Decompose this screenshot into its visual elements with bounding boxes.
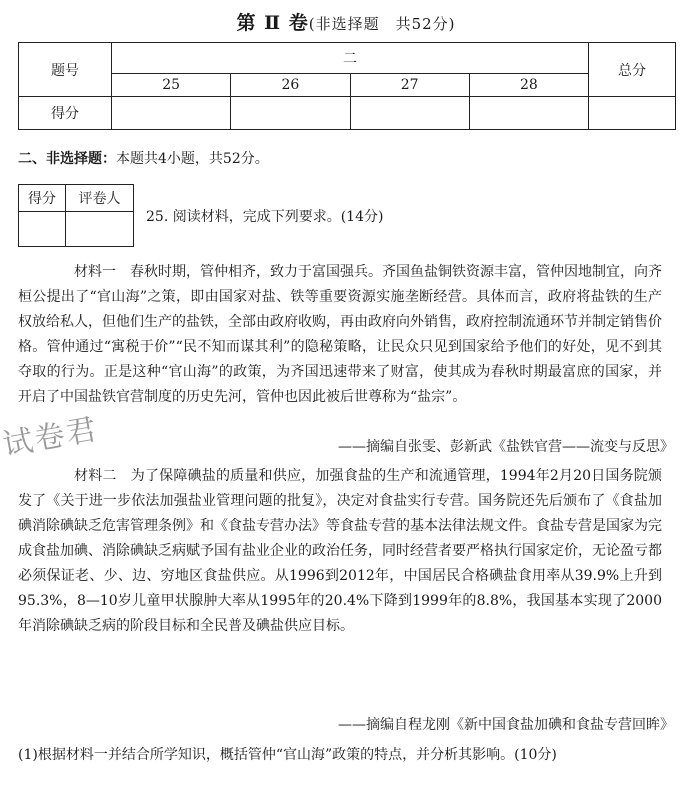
material-1: 材料一 春秋时期，管仲相齐，致力于富国强兵。齐国鱼盐铜铁资源丰富，管仲因地制宜，向齐桓公提出了“官山海”之策，即由国家对盐、铁等重要资源实施垄断经营。具体而言，政府将盐铁的生产权放给私人，但他们生产的盐铁，全部由政府收购，再由政府向外销售，政府控制流通环节并制定销售价格。管仲通过“寓税于价”“民不知而谋其利”的隐秘策略，让民众只见到国家给予他们的好处，见不到其夺取的行为。正是这种“官山海”的政策，为齐国迅速带来了财富，使其成为春秋时期最富庶的国家，并开启了中国盐铁官营制度的历史先河，管仲也因此被后世尊称为“盐宗”。	[18, 264, 662, 405]
watermark: 试卷君	[0, 411, 101, 464]
grader-box-grader-cell[interactable]	[66, 212, 134, 247]
score-table-label-question: 题号	[19, 43, 112, 97]
score-cell-28[interactable]	[469, 97, 588, 130]
section-heading-rest: 本题共4小题，共52分。	[116, 151, 269, 167]
material-1-source: ——摘编自张雯、彭新武《盐铁官营——流变与反思》	[338, 439, 674, 455]
title-subtitle: (非选择题 共52分)	[308, 15, 456, 33]
grader-box-score-cell[interactable]	[19, 212, 66, 247]
material-2-source: ——摘编自程龙刚《新中国食盐加碘和食盐专营回眸》	[338, 717, 674, 733]
grader-box	[18, 184, 134, 247]
score-table-col: 26	[231, 74, 350, 97]
grader-box-grader-label: 评卷人	[66, 185, 134, 212]
score-cell-total[interactable]	[589, 97, 676, 130]
score-cell-25[interactable]	[112, 97, 231, 130]
section-heading-bold: 二、非选择题：	[18, 151, 116, 167]
question-title: 25. 阅读材料，完成下列要求。(14分)	[146, 209, 384, 225]
score-cell-27[interactable]	[350, 97, 469, 130]
score-table-total: 总分	[589, 43, 676, 97]
page-title	[0, 8, 692, 35]
score-table-col: 27	[350, 74, 469, 97]
score-cell-26[interactable]	[231, 97, 350, 130]
material-2: 材料二 为了保障碘盐的质量和供应，加强食盐的生产和流通管理，1994年2月20日国务院颁发了《关于进一步依法加强盐业管理问题的批复》，决定对食盐实行专营。国务院还先后颁布了《食盐加碘消除碘缺乏危害管理条例》和《食盐专营办法》等食盐专营的基本法律法规文件。食盐专营是国家为完成食盐加碘、消除碘缺乏病赋予国有盐业企业的政治任务，同时经营者要严格执行国家定价，无论盈亏都必须保证老、少、边、穷地区食盐供应。从1996到2012年，中国居民合格碘盐食用率从39.9%上升到95.3%，8—10岁儿童甲状腺肿大率从1995年的20.4%下降到1999年的8.8%，我国基本实现了2000年消除碘缺乏病的阶段目标和全民普及碘盐供应目标。	[18, 468, 662, 634]
score-table-col: 25	[112, 74, 231, 97]
grader-box-score-label: 得分	[19, 185, 66, 212]
score-table-label-score: 得分	[19, 97, 112, 130]
score-table	[18, 42, 676, 130]
sub-question-1: (1)根据材料一并结合所学知识，概括管仲“官山海”政策的特点，并分析其影响。(10分)	[18, 747, 557, 763]
score-table-section: 二	[112, 43, 589, 74]
title-main: 第 Ⅱ 卷	[236, 12, 309, 34]
score-table-col: 28	[469, 74, 588, 97]
section-heading	[18, 148, 269, 168]
